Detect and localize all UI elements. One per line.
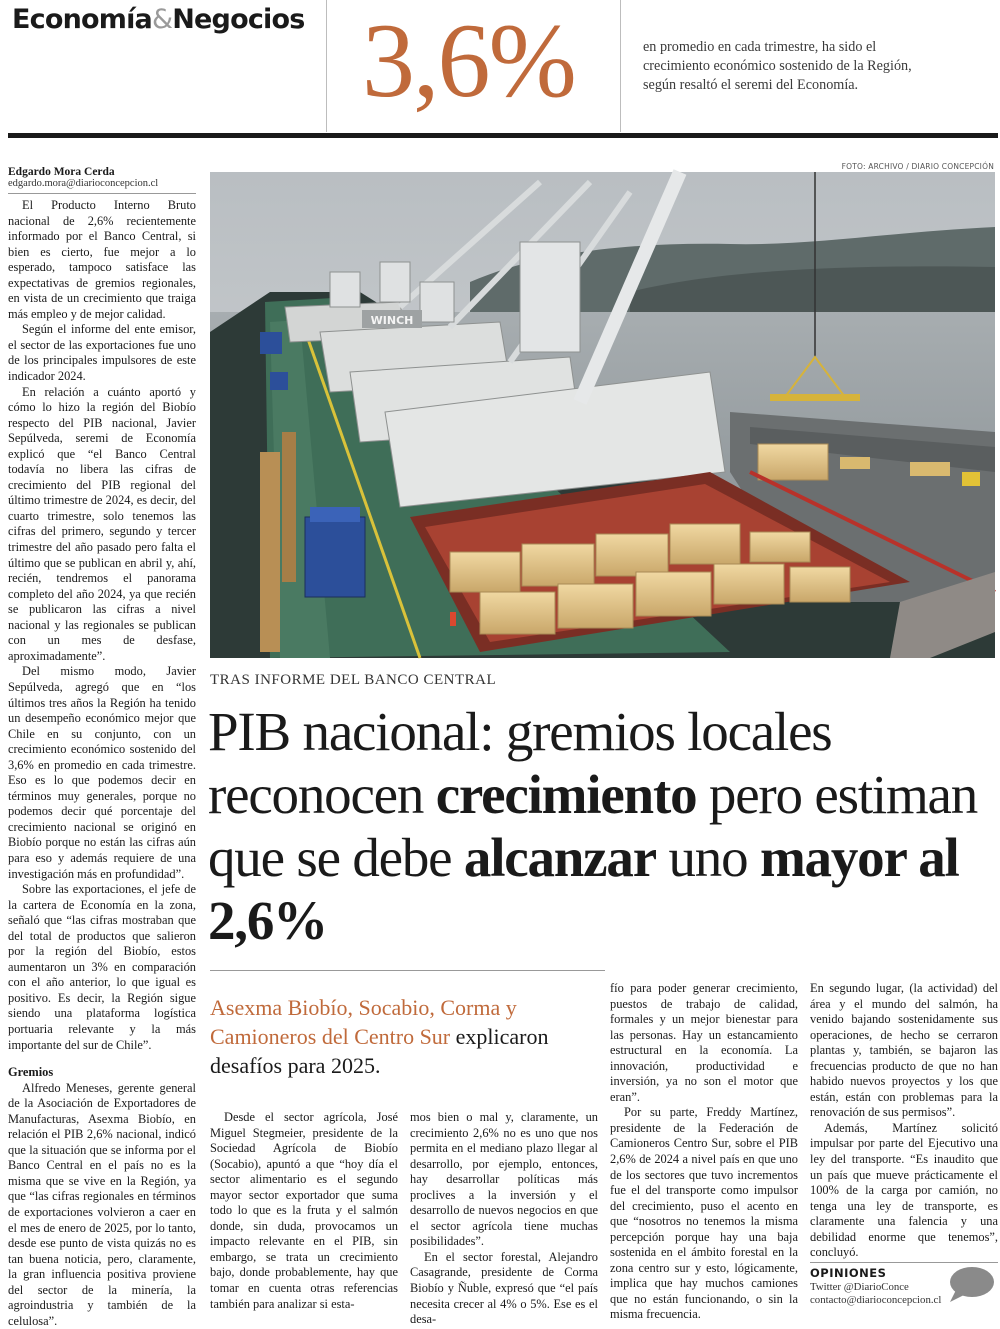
statistic-caption: en promedio en cada trimestre, ha sido el crecimiento económico sostenido de la Región, según resaltó el seremi del Economía. [643, 39, 912, 93]
header-divider-left [326, 0, 327, 132]
headline-emphasis: alcanzar [463, 827, 656, 888]
highlight-statistic: 3,6% [362, 2, 575, 119]
page-header [0, 0, 1000, 138]
paragraph: Según el informe del ente emisor, el sector de las exportaciones fue uno de los principales impulsores de este indicador 2024. [8, 322, 196, 384]
author-email[interactable]: edgardo.mora@diarioconcepcion.cl [8, 178, 159, 189]
paragraph: Por su parte, Freddy Martínez, presidente de la Federación de Camioneros Centro Sur, sobre el PIB 2,6% de 2024 a nivel país en que uno de los sectores que tuvo incrementos fue el del transporte como impulsor del crecimiento, puso el acento en que “nosotros no tenemos la misma percepción porque hay una baja sostenida en el ámbito forestal en la zona centro sur y esto, lógicamente, implica que hay muchos camiones que no están funcionando, o sin la misma frecuencia. [610, 1105, 798, 1322]
article-column-4 [810, 981, 998, 1261]
author-name: Edgardo Mora Cerda [8, 166, 115, 178]
headline-emphasis: crecimiento [435, 764, 697, 825]
headline-emphasis: mayor al 2,6% [208, 827, 959, 951]
article-body-left [8, 198, 196, 1329]
paragraph: Alfredo Meneses, gerente general de la Asociación de Exportadores de Manufacturas, Asexma Biobío, en relación el PIB 2,6% nacional, indicó que la situación que se informa por el Banco Central en el país no es la misma que se vive en la Región, ya que “las cifras regionales en términos de exportaciones volvieron a caer en el mes de enero de 2025, por lo tanto, desde ese punto de vista quizás no es tan buena noticia, pero, claramente, la gran influencia positiva proviene del sector de la minería, la agroindustria y también de la celulosa”. [8, 1080, 196, 1328]
photo-credit: FOTO: ARCHIVO / DIARIO CONCEPCIÓN [841, 162, 994, 171]
article-column-2 [410, 1110, 598, 1328]
article-column-1 [210, 1110, 398, 1312]
header-rule [8, 133, 998, 138]
section-title-ampersand: & [151, 4, 173, 35]
byline-divider [8, 193, 196, 194]
section-title [12, 4, 305, 35]
article-headline [208, 700, 998, 952]
crane-label: WINCH [370, 314, 414, 327]
deck-highlight: Asexma Biobío, Socabio, Corma y Camioneros del Centro Sur [210, 995, 517, 1049]
article-column-3 [610, 981, 798, 1323]
paragraph: En el sector forestal, Alejandro Casagrande, presidente de Corma Biobío y Ñuble, expresó que “el país necesita crecer al 4% o 5%. Ese es el desa- [410, 1249, 598, 1327]
opinions-email[interactable]: contacto@diarioconcepcion.cl [810, 1294, 942, 1306]
headline-divider [210, 970, 605, 971]
headline-part: PIB nacional: gremios locales reconocen [208, 701, 832, 825]
opinions-title: OPINIONES [810, 1266, 887, 1280]
left-column [8, 166, 196, 1329]
section-subhead: Gremios [8, 1065, 54, 1080]
header-divider-right [620, 0, 621, 132]
cargo-ship-illustration [210, 172, 995, 658]
paragraph: Desde el sector agrícola, José Miguel Stegmeier, presidente de la Sociedad Agrícola de Biobío (Socabio), apuntó a que “hoy día el sector alimentario es el segundo mayor sector exportador que suma todo lo que es la fruta y el salmón donde, sin duda, provocamos un impacto relevante en el PIB, sin embargo, se trata un crecimiento bajo, donde probablemente, hay que tomar en cuenta otras referencias también para analizar si esta- [210, 1110, 398, 1311]
article-photo [210, 172, 995, 658]
deck-text: explicaron desafíos para 2025. [210, 1024, 549, 1078]
paragraph: El Producto Interno Bruto nacional de 2,6% recientemente informado por el Banco Central, si bien es cierto, fue mejor a lo esperado, tampoco satisface las expectativas de gremios regionales, en vista de un crecimiento que traiga más empleo y de mejor calidad. [8, 198, 196, 321]
opinions-twitter[interactable]: Twitter @DiarioConce [810, 1281, 909, 1293]
article-deck [210, 993, 602, 1080]
paragraph: En segundo lugar, (la actividad) del área y el mundo del salmón, ha venido bajando sostenidamente sus operaciones, de hecho se cerraron plantas y, también, se bajaron las frecuencias producto de que no han habido nuevos proyectos y los que están, están con problemas para la renovación de sus permisos”. [810, 981, 998, 1120]
article-kicker: TRAS INFORME DEL BANCO CENTRAL [210, 672, 497, 688]
section-title-negocios: Negocios [172, 4, 305, 35]
headline-part: pero estiman que se debe [208, 764, 978, 888]
paragraph: mos bien o mal y, claramente, un crecimiento 2,6% no es uno que nos permita en el mediano plazo llegar al desarrollo, por ejemplo, entonces, hay desarrollar políticas más proclives a la inversión y el desarrollo de nuevos negocios en que el sector agrícola tiene muchas posibilidades”. [410, 1110, 598, 1249]
paragraph: fío para poder generar crecimiento, puestos de trabajo de calidad, formales y un mejor bienestar para las personas. Hay un estancamiento estructural en la economía. La innovación, productividad e inversión, ya no son el motor que eran”. [610, 981, 798, 1104]
headline-part: uno [655, 827, 760, 888]
paragraph: Además, Martínez solicitó impulsar por parte del Ejecutivo una ley del transporte. “Es inaudito que un país que mueve prácticamente el 100% de la carga por camión, no tenga una ley de transporte, es claramente una falencia y una debilidad enorme que tenemos”, concluyó. [810, 1120, 998, 1260]
speech-bubble-icon [946, 1266, 996, 1304]
paragraph: En relación a cuánto aportó y cómo lo hizo la región del Biobío respecto del PIB nacional, Javier Sepúlveda, seremi de Economía explicó que “el Banco Central todavía no libera las cifras de crecimiento del PIB regional del último trimestre de 2024, es decir, del cuarto trimestre, solo tenemos las cifras del primero, segundo y tercer trimestre del año pasado pero falta el último que se publican en abril y, ahí, recién, tendremos el panorama completo del año 2024, ya que recién se publicaron las cifras a nivel nacional y las regionales se publican con un mes de desfase, aproximadamente”. [8, 384, 196, 663]
opinions-divider [810, 1262, 998, 1263]
paragraph: Del mismo modo, Javier Sepúlveda, agregó que en “los últimos tres años la Región ha tenido un desempeño económico mejor que Chile en su conjunto, con un crecimiento económico sostenido del 3,6% en promedio en cada trimestre. Eso es lo que podemos decir en términos muy generales, porque no podemos decir qué porcentaje del crecimiento nacional se originó en Biobío porque no están las cifras aún para eso y además requiere de una investigación más en profundidad”. [8, 664, 196, 881]
paragraph: Sobre las exportaciones, el jefe de la cartera de Economía en la zona, señaló que “las cifras mostraban que del total de productos que salieron por la región del Biobío, estos aumentaron un 3% en comparación con el año anterior, lo que igual es positivo. Es decir, la Región sigue siendo una plataforma logística portuaria relevante y la más importante del sur de Chile”. [8, 882, 196, 1052]
section-title-economia: Economía [12, 4, 152, 35]
